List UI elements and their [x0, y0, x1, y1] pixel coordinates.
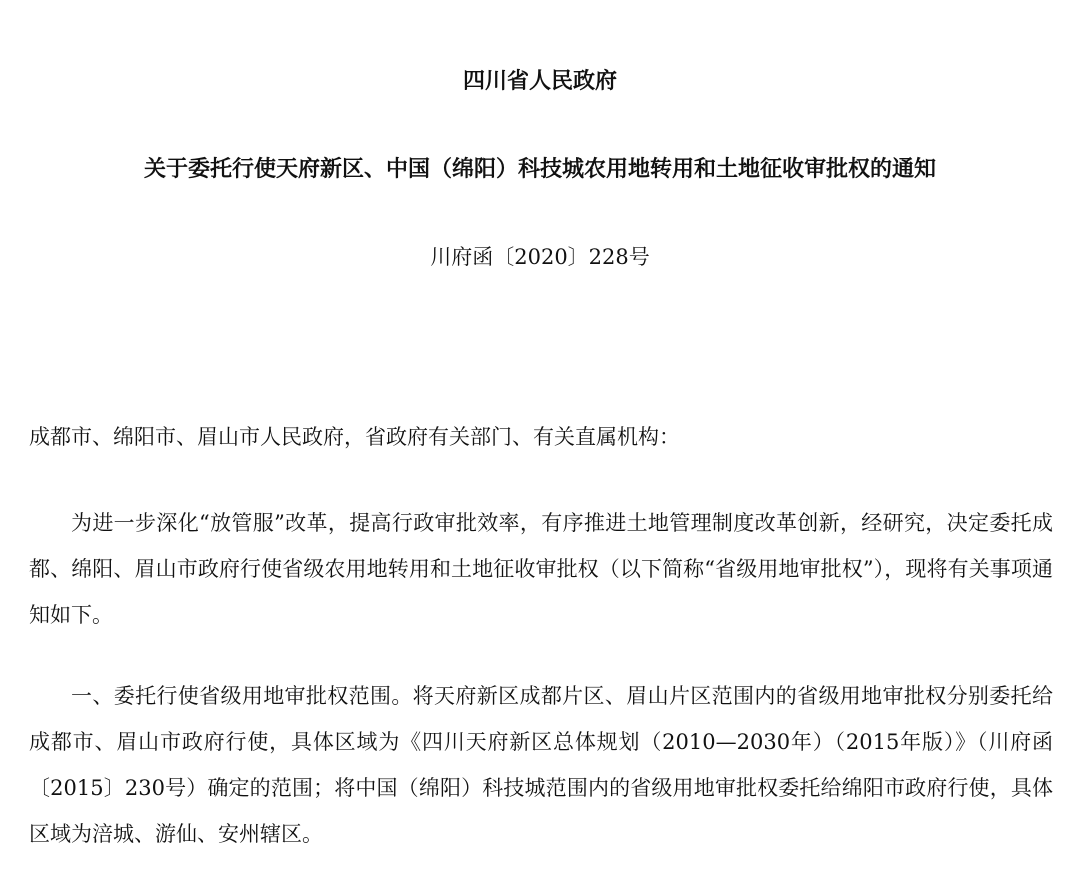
body-paragraph-scope: 一、委托行使省级用地审批权范围。将天府新区成都片区、眉山片区范围内的省级用地审批权分别委托给成都市、眉山市政府行使，具体区域为《四川天府新区总体规划（2010—2030年）（2015年版）》（川府函〔2015〕230号）确定的范围；将中国（绵阳）科技城范围内的省级用地审批权委托给绵阳市政府行使，具体区域为涪城、游仙、安州辖区。 [29, 684, 1053, 846]
document-number: 川府函〔2020〕228号 [430, 245, 650, 269]
notice-title: 关于委托行使天府新区、中国（绵阳）科技城农用地转用和土地征收审批权的通知 [143, 156, 936, 182]
issuer-title: 四川省人民政府 [462, 68, 617, 94]
addressee-line: 成都市、绵阳市、眉山市人民政府，省政府有关部门、有关直属机构： [29, 425, 680, 449]
body-paragraph-intro: 为进一步深化“放管服”改革，提高行政审批效率，有序推进土地管理制度改革创新，经研究，决定委托成都、绵阳、眉山市政府行使省级农用地转用和土地征收审批权（以下简称“省级用地审批权”），现将有关事项通知如下。 [29, 511, 1053, 627]
